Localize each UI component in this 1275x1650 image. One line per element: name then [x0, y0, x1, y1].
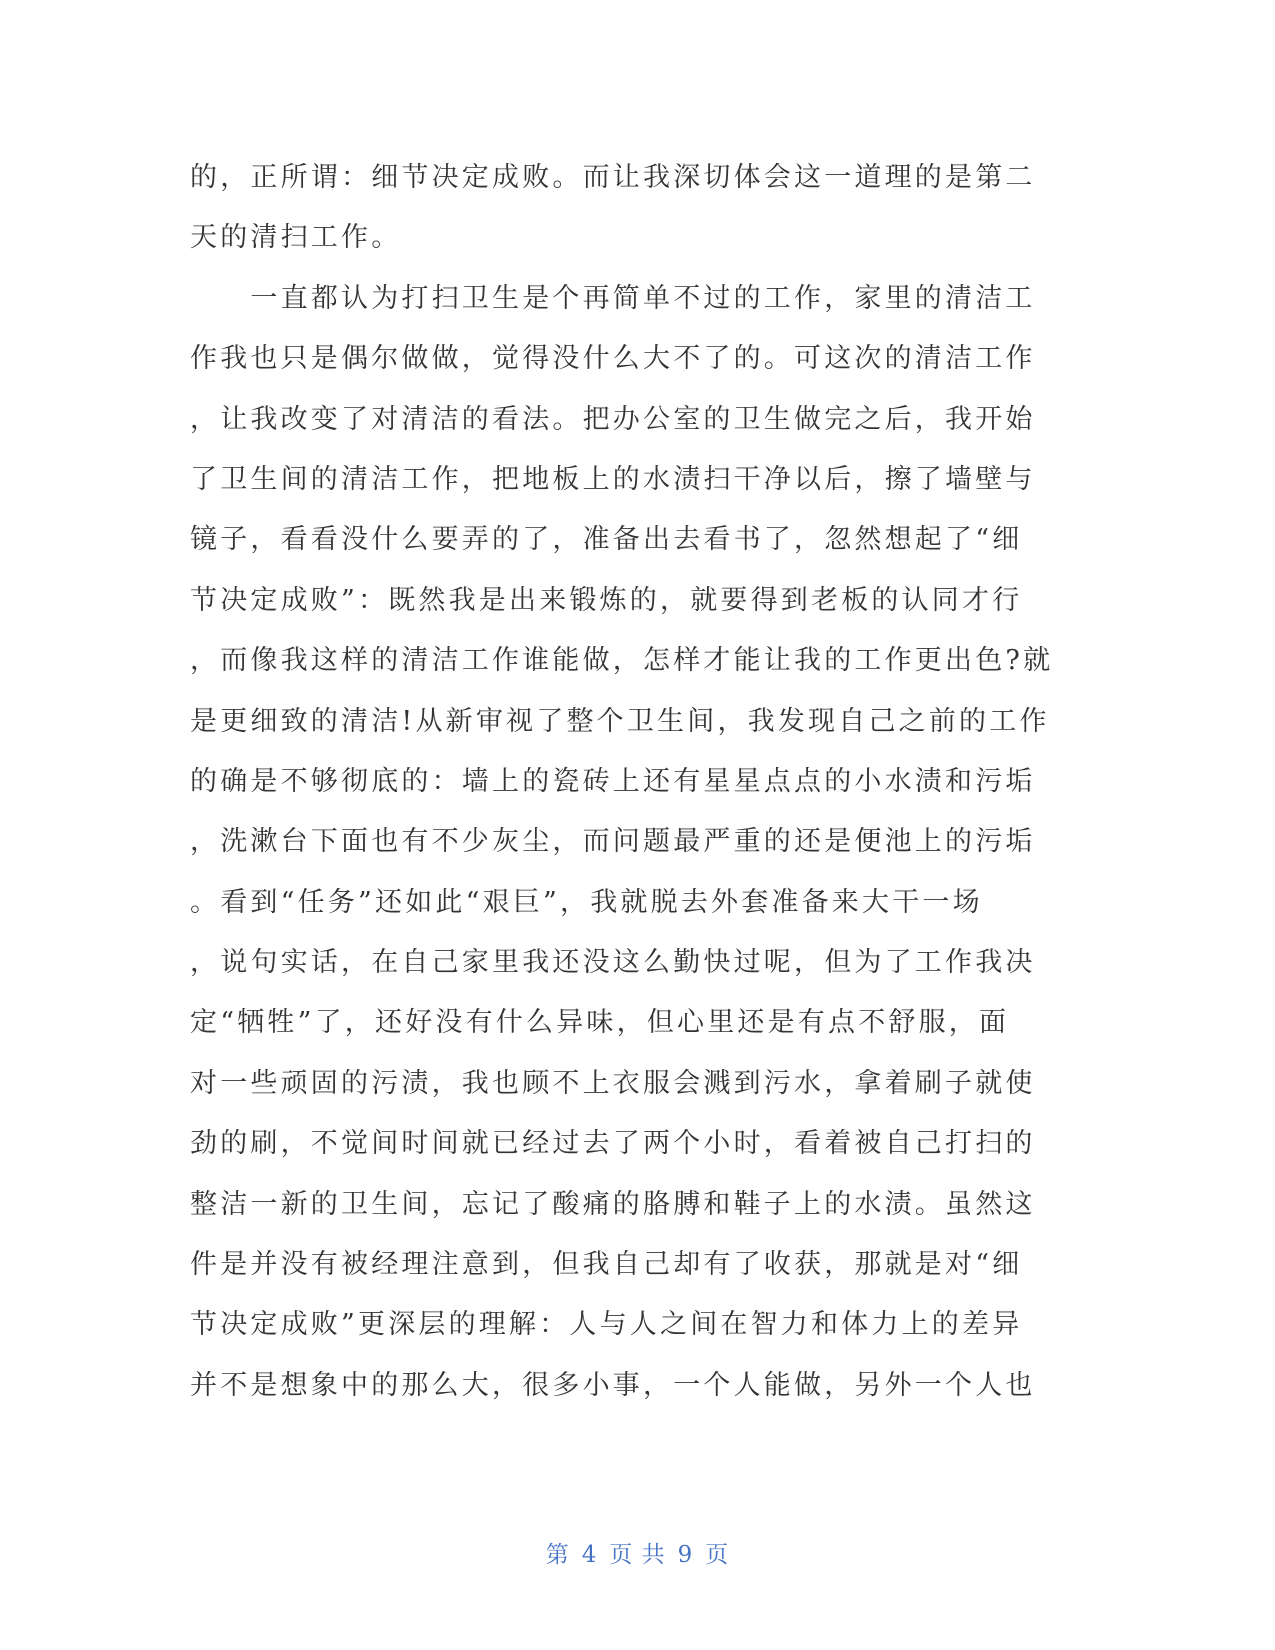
text-line: 节决定成败”更深层的理解：人与人之间在智力和体力上的差异 — [190, 1309, 1023, 1341]
footer-suffix: 页 — [705, 1542, 730, 1568]
text-line: 天的清扫工作。 — [190, 222, 402, 254]
text-line: ，说句实话，在自己家里我还没这么勤快过呢，但为了工作我决 — [190, 947, 1036, 979]
text-line: 定“牺牲”了，还好没有什么异味，但心里还是有点不舒服，面 — [190, 1007, 1010, 1039]
text-line: 的确是不够彻底的：墙上的瓷砖上还有星星点点的小水渍和污垢 — [190, 765, 1036, 797]
text-line: ，让我改变了对清洁的看法。把办公室的卫生做完之后，我开始 — [190, 403, 1036, 435]
text-line: 是更细致的清洁!从新审视了整个卫生间，我发现自己之前的工作 — [190, 705, 1050, 737]
current-page-number: 4 — [581, 1542, 598, 1568]
text-line: 整洁一新的卫生间，忘记了酸痛的胳膊和鞋子上的水渍。虽然这 — [190, 1188, 1036, 1220]
text-line: 节决定成败”：既然我是出来锻炼的，就要得到老板的认同才行 — [190, 584, 1023, 616]
total-page-count: 9 — [677, 1542, 694, 1568]
body-text — [190, 148, 1090, 1416]
footer-prefix: 第 — [545, 1542, 570, 1568]
text-line: 对一些顽固的污渍，我也顾不上衣服会溅到污水，拿着刷子就使 — [190, 1067, 1036, 1099]
text-line: 。看到“任务”还如此“艰巨”，我就脱去外套准备来大干一场 — [190, 886, 983, 918]
text-line: 并不是想象中的那么大，很多小事，一个人能做，另外一个人也 — [190, 1369, 1036, 1401]
text-line: 劲的刷，不觉间时间就已经过去了两个小时，看着被自己打扫的 — [190, 1128, 1036, 1160]
text-line: 了卫生间的清洁工作，把地板上的水渍扫干净以后，擦了墙壁与 — [190, 463, 1036, 495]
text-line: 一直都认为打扫卫生是个再简单不过的工作，家里的清洁工 — [190, 282, 1036, 314]
text-line: ，而像我这样的清洁工作谁能做，怎样才能让我的工作更出色?就 — [190, 645, 1054, 677]
text-line: 镜子，看看没什么要弄的了，准备出去看书了，忽然想起了“细 — [190, 524, 1023, 556]
page-number-footer — [0, 1536, 1275, 1569]
text-line: 件是并没有被经理注意到，但我自己却有了收获，那就是对“细 — [190, 1249, 1023, 1281]
text-line: ，洗漱台下面也有不少灰尘，而问题最严重的还是便池上的污垢 — [190, 826, 1036, 858]
text-line: 的，正所谓：细节决定成败。而让我深切体会这一道理的是第二 — [190, 162, 1036, 193]
footer-middle: 页 共 — [609, 1542, 666, 1568]
text-line: 作我也只是偶尔做做，觉得没什么大不了的。可这次的清洁工作 — [190, 343, 1036, 375]
